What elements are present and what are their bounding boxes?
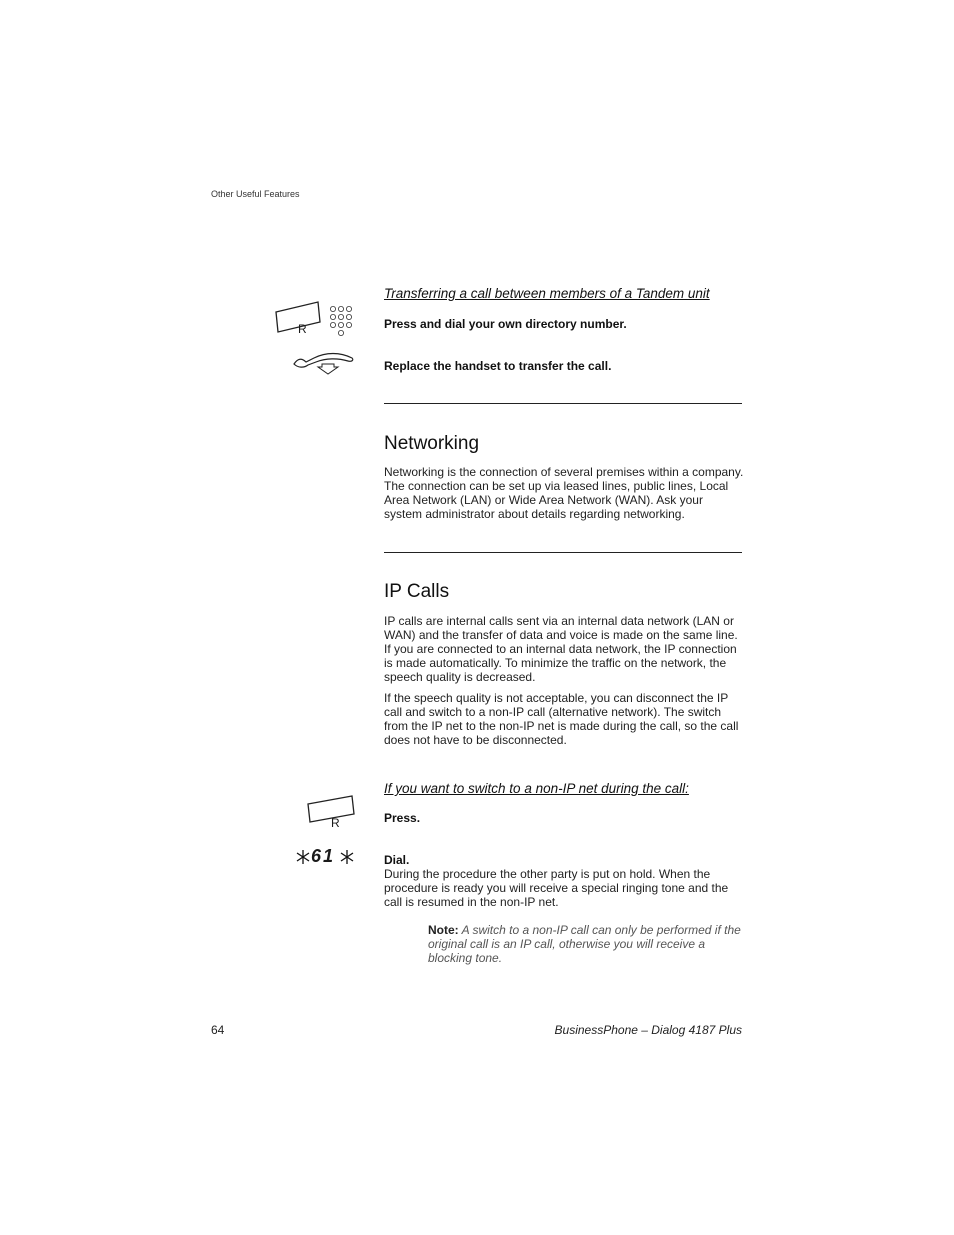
section-divider — [384, 552, 742, 553]
r-key-label: R — [331, 816, 340, 830]
section-divider — [384, 403, 742, 404]
keypad-icon — [330, 306, 351, 335]
r-key-icon — [306, 794, 356, 832]
dial-code-digits: 61 — [311, 846, 336, 866]
switch-step-press: Press. — [384, 811, 421, 825]
ip-calls-heading: IP Calls — [384, 581, 450, 602]
tandem-heading: Transferring a call between members of a Tandem unit — [384, 286, 710, 301]
star-key-icon — [296, 850, 310, 864]
networking-heading: Networking — [384, 433, 480, 454]
note-label: Note: — [428, 923, 459, 937]
handset-replace-icon — [292, 350, 356, 376]
tandem-step-dial: Press and dial your own directory number. — [384, 317, 627, 331]
ip-calls-body-1: IP calls are internal calls sent via an internal data network (LAN or WAN) and the transfer of data and voice is made on the same line. If you are connected to an internal data network, the IP connection is made automatically. To minimize the traffic on the network, the speech quality is decreased. — [384, 614, 738, 684]
dial-code-star61star — [296, 846, 358, 868]
switch-heading: If you want to switch to a non-IP net during the call: — [384, 781, 689, 796]
r-key-keypad-icon — [274, 300, 356, 342]
tandem-step-replace: Replace the handset to transfer the call. — [384, 359, 612, 373]
ip-calls-body-2: If the speech quality is not acceptable, you can disconnect the IP call and switch to a non-IP call (alternative network). The switch from the IP net to the non-IP net is made during the call, so the call does not have to be disconnected. — [384, 691, 739, 747]
r-key-icon — [274, 300, 356, 342]
note-block — [428, 923, 746, 965]
page-number: 64 — [211, 1023, 225, 1037]
running-header: Other Useful Features — [211, 189, 300, 199]
product-name: BusinessPhone – Dialog 4187 Plus — [554, 1023, 742, 1037]
r-key-label: R — [298, 322, 307, 336]
switch-dial-description: During the procedure the other party is put on hold. When the procedure is ready you will receive a special ringing tone and the call is resumed in the non-IP net. — [384, 867, 729, 909]
switch-step-dial: Dial. — [384, 853, 410, 867]
networking-body: Networking is the connection of several premises within a company. The connection can be set up via leased lines, public lines, Local Area Network (LAN) or Wide Area Network (WAN). Ask your system administrator about details regarding networking. — [384, 465, 744, 521]
star-key-icon — [340, 850, 354, 864]
note-text: A switch to a non-IP call can only be performed if the original call is an IP call, otherwise you will receive a blocking tone. — [428, 923, 741, 965]
